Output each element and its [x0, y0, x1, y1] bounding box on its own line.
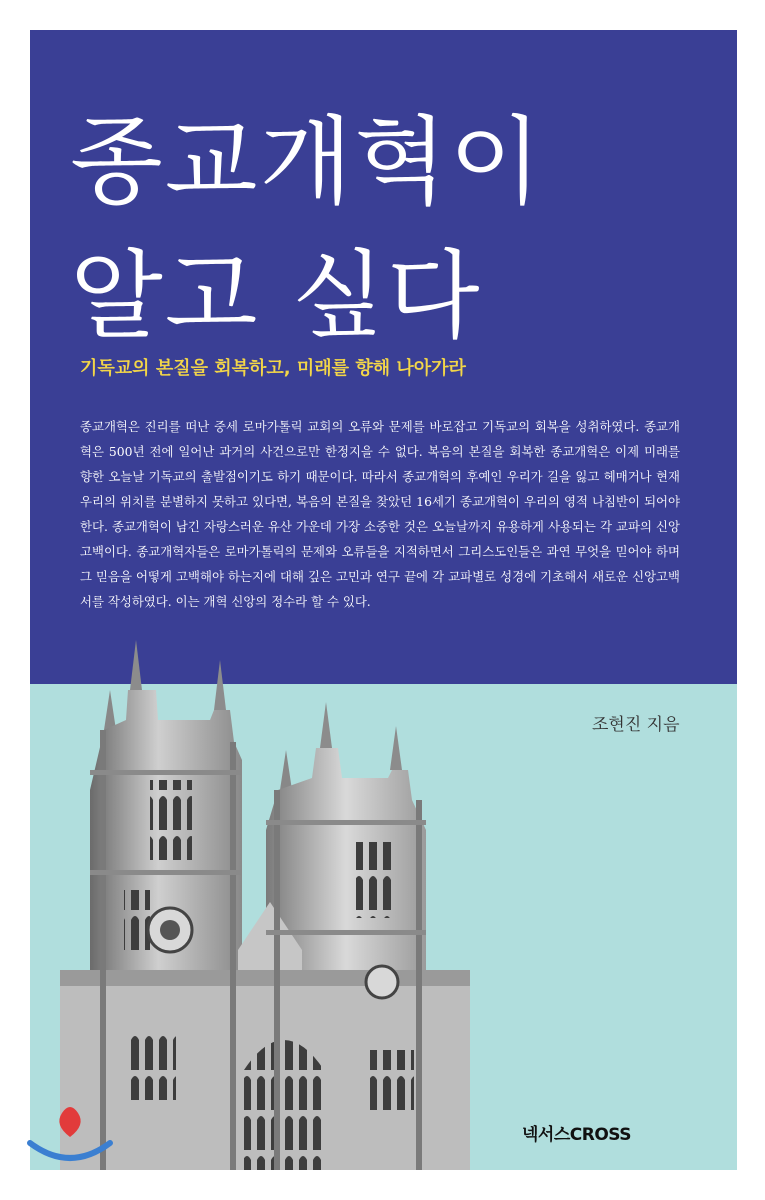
publisher-logo: 넥서스CROSS: [522, 1125, 632, 1145]
book-cover: [30, 30, 737, 1170]
badge-icon: [20, 1095, 120, 1175]
title-line-2: 알고 싶다: [70, 240, 482, 352]
subtitle: 기독교의 본질을 회복하고, 미래를 향해 나아가라: [80, 358, 466, 379]
title-line-1: 종교개혁이: [70, 106, 544, 218]
book-description: 종교개혁은 진리를 떠난 중세 로마가톨릭 교회의 오류와 문제를 바로잡고 기독교의 회복을 성취하였다. 종교개혁은 500년 전에 일어난 과거의 사건으로만 한정지을 수 없다. 복음의 본질을 회복한 종교개혁은 이제 미래를 향한 오늘날 기독교의 출발점이기도 하기 때문이다. 따라서 종교개혁의 후예인 우리가 길을 잃고 헤매거나 현재 우리의 위치를 분별하지 못하고 있다면, 복음의 본질을 찾았던 16세기 종교개혁이 우리의 영적 나침반이 되어야 한다. 종교개혁이 남긴 자랑스러운 유산 가운데 가장 소중한 것은 오늘날까지 유용하게 사용되는 각 교파의 신앙고백이다. 종교개혁자들은 로마가톨릭의 문제와 오류들을 지적하면서 그리스도인들은 과연 무엇을 믿어야 하며 그 믿음을 어떻게 고백해야 하는지에 대해 깊은 고민과 연구 끝에 각 교파별로 성경에 기초해서 새로운 신앙고백서를 작성하였다. 이는 개혁 신앙의 정수라 할 수 있다.: [80, 419, 680, 609]
cathedral-image: [30, 30, 737, 1170]
author-credit: 조현진 지음: [592, 715, 680, 735]
